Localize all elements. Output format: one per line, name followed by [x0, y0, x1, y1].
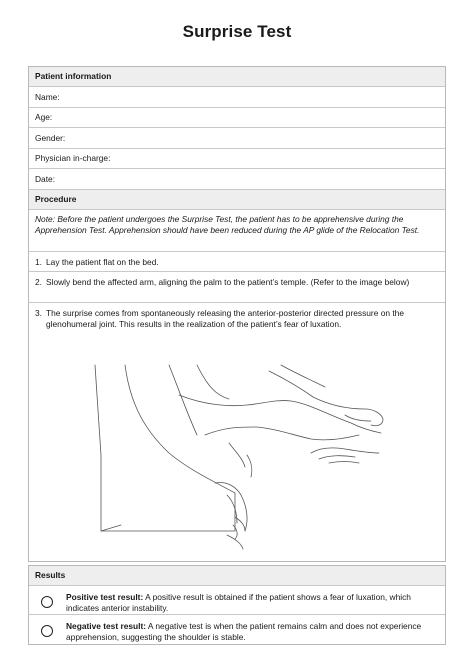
- step-number: 2.: [35, 277, 42, 287]
- positive-result-description: A positive result is obtained if the patient shows a fear of luxation, which indicates anterior instability.: [66, 592, 411, 613]
- step-text: Lay the patient flat on the bed.: [46, 257, 159, 267]
- positive-result-text: [66, 592, 439, 613]
- gender-field[interactable]: [29, 128, 445, 149]
- age-field[interactable]: [29, 108, 445, 128]
- physician-field[interactable]: [29, 149, 445, 169]
- negative-result-text: [66, 621, 439, 642]
- patient-info-heading: [29, 67, 445, 87]
- procedure-step: [29, 272, 445, 303]
- results-frame: [28, 565, 446, 645]
- positive-result-radio[interactable]: [41, 596, 53, 608]
- step-number: 1.: [35, 257, 42, 267]
- positive-result-label: Positive test result:: [66, 592, 144, 602]
- results-heading: [29, 566, 445, 586]
- form-frame: [28, 66, 446, 562]
- negative-result-description: A negative test is when the patient remains calm and does not experience apprehension, suggesting the shoulder is stable.: [66, 621, 422, 642]
- negative-result-radio[interactable]: [41, 625, 53, 637]
- results-heading-label: Results: [35, 570, 66, 581]
- procedure-heading-label: Procedure: [35, 194, 77, 205]
- date-field[interactable]: [29, 169, 445, 190]
- positive-result-option[interactable]: [29, 586, 445, 615]
- step-text: The surprise comes from spontaneously releasing the anterior-posterior directed pressure on the glenohumeral joint. This results in the realization of the patient’s fear of luxation.: [46, 308, 404, 329]
- date-field-label: Date:: [35, 173, 56, 184]
- arm-positioning-illustration: [29, 335, 445, 561]
- step-number: 3.: [35, 308, 42, 318]
- procedure-illustration: [29, 335, 445, 561]
- step-text: Slowly bend the affected arm, aligning the palm to the patient’s temple. (Refer to the image below): [46, 277, 410, 287]
- procedure-heading: [29, 190, 445, 210]
- procedure-step: [29, 252, 445, 272]
- gender-field-label: Gender:: [35, 132, 66, 143]
- name-field[interactable]: [29, 87, 445, 108]
- physician-field-label: Physician in-charge:: [35, 153, 111, 164]
- age-field-label: Age:: [35, 112, 53, 123]
- procedure-note-text: Note: Before the patient undergoes the Surprise Test, the patient has to be apprehensive during the Apprehension Test. Apprehension should have been reduced during the AP glide of the Relocation Test.: [35, 214, 420, 235]
- name-field-label: Name:: [35, 91, 60, 102]
- negative-result-option[interactable]: [29, 615, 445, 645]
- page-title: Surprise Test: [182, 22, 292, 41]
- procedure-note: [29, 210, 445, 252]
- procedure-step: [29, 303, 445, 335]
- patient-info-heading-label: Patient information: [35, 71, 112, 82]
- negative-result-label: Negative test result:: [66, 621, 147, 631]
